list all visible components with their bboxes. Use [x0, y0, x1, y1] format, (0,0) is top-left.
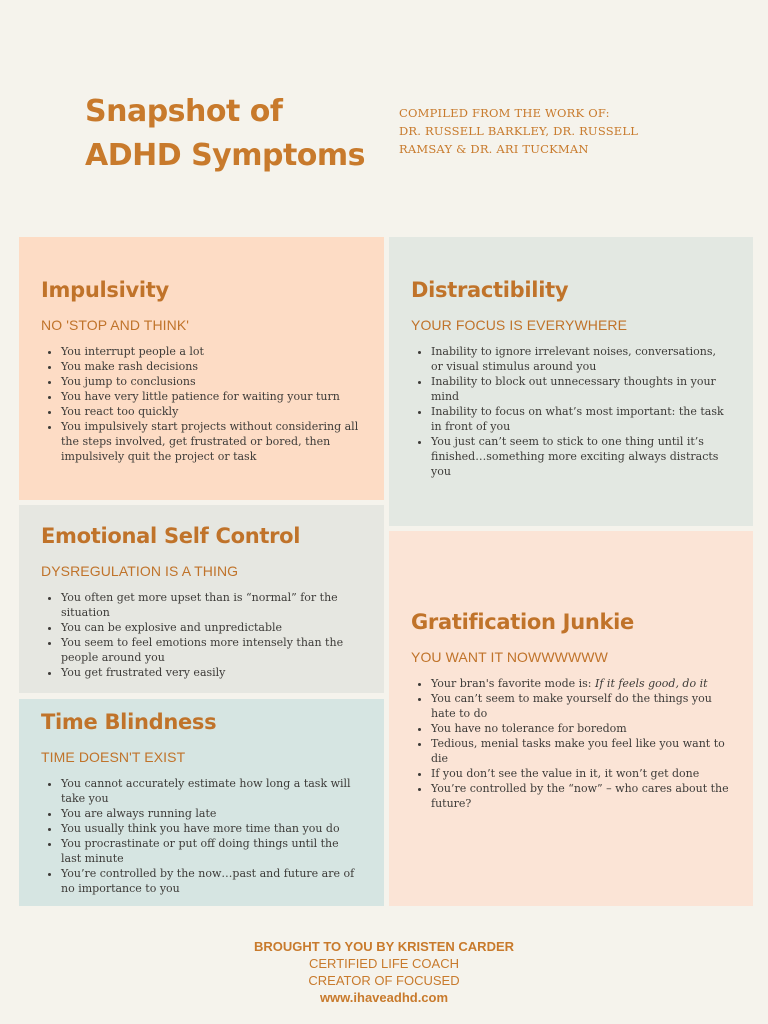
list-item: • You jump to conclusions	[61, 374, 362, 389]
card-subtitle: DYSREGULATION IS A THING	[41, 563, 239, 579]
list-item: • You react too quickly	[61, 404, 362, 419]
footer-website-link[interactable]: www.ihaveadhd.com	[319, 990, 449, 1005]
list-item: • You just can’t seem to stick to one thing until it’s finished…something more exciting always distracts you	[431, 434, 731, 479]
list-item: • You make rash decisions	[61, 359, 362, 374]
time-blindness-card	[19, 699, 384, 906]
list-item: • You’re controlled by the “now” – who cares about the future?	[431, 781, 731, 811]
list-item: • You have very little patience for waiting your turn	[61, 389, 362, 404]
list-item: • If you don’t see the value in it, it won’t get done	[431, 766, 731, 781]
list-item: • You get frustrated very easily	[61, 665, 362, 680]
card-subtitle: NO 'STOP AND THINK'	[41, 317, 190, 333]
compiled-line-3: RAMSAY & DR. ARI TUCKMAN	[399, 142, 589, 156]
list-item: • You procrastinate or put off doing things until the last minute	[61, 836, 362, 866]
list-item-italic: If it feels good, do it	[595, 677, 708, 690]
gratification-junkie-card	[389, 531, 753, 906]
emotional-self-control-card	[19, 505, 384, 693]
list-item: • You impulsively start projects without considering all the steps involved, get frustrated or bored, then impulsively quit the project or task	[61, 419, 362, 464]
list-item: • You can be explosive and unpredictable	[61, 620, 362, 635]
list-item: • You usually think you have more time than you do	[61, 821, 362, 836]
card-title: Distractibility	[411, 278, 569, 302]
compiled-from-credits	[399, 104, 638, 158]
card-subtitle: TIME DOESN'T EXIST	[41, 749, 186, 765]
title-line-2: ADHD Symptoms	[85, 138, 366, 173]
compiled-line-1: COMPILED FROM THE WORK OF:	[399, 106, 610, 120]
title-line-1: Snapshot of	[85, 94, 283, 129]
symptom-list	[41, 344, 362, 464]
list-item: • Inability to focus on what’s most important: the task in front of you	[431, 404, 731, 434]
list-item-prefix: Your bran's favorite mode is:	[431, 677, 596, 690]
list-item: • You are always running late	[61, 806, 362, 821]
symptom-list	[41, 590, 362, 680]
distractibility-card	[389, 237, 753, 526]
card-title: Impulsivity	[41, 278, 169, 302]
list-item: • You interrupt people a lot	[61, 344, 362, 359]
card-title: Emotional Self Control	[41, 524, 301, 548]
impulsivity-card	[19, 237, 384, 500]
list-item: • Inability to ignore irrelevant noises, conversations, or visual stimulus around you	[431, 344, 731, 374]
list-item: • You’re controlled by the now…past and future are of no importance to you	[61, 866, 362, 896]
compiled-line-2: DR. RUSSELL BARKLEY, DR. RUSSELL	[399, 124, 639, 138]
symptom-list	[411, 344, 731, 479]
card-subtitle: YOU WANT IT NOWWWWWW	[411, 649, 608, 665]
list-item: • You often get more upset than is “normal” for the situation	[61, 590, 362, 620]
footer-creator: CREATOR OF FOCUSED	[308, 973, 460, 988]
list-item: • Inability to block out unnecessary thoughts in your mind	[431, 374, 731, 404]
list-item: • You have no tolerance for boredom	[431, 721, 731, 736]
card-title: Time Blindness	[41, 710, 217, 734]
symptom-list	[41, 776, 362, 896]
card-title: Gratification Junkie	[411, 610, 635, 634]
list-item: • You can’t seem to make yourself do the things you hate to do	[431, 691, 731, 721]
list-item	[431, 676, 731, 691]
footer-credits	[0, 938, 768, 1006]
footer-brought-by: BROUGHT TO YOU BY KRISTEN CARDER	[253, 939, 515, 954]
list-item: • Tedious, menial tasks make you feel like you want to die	[431, 736, 731, 766]
page-title	[85, 90, 365, 178]
footer-role: CERTIFIED LIFE COACH	[308, 956, 459, 971]
list-item: • You cannot accurately estimate how long a task will take you	[61, 776, 362, 806]
list-item: • You seem to feel emotions more intensely than the people around you	[61, 635, 362, 665]
symptom-list	[411, 676, 731, 811]
card-subtitle: YOUR FOCUS IS EVERYWHERE	[411, 317, 628, 333]
